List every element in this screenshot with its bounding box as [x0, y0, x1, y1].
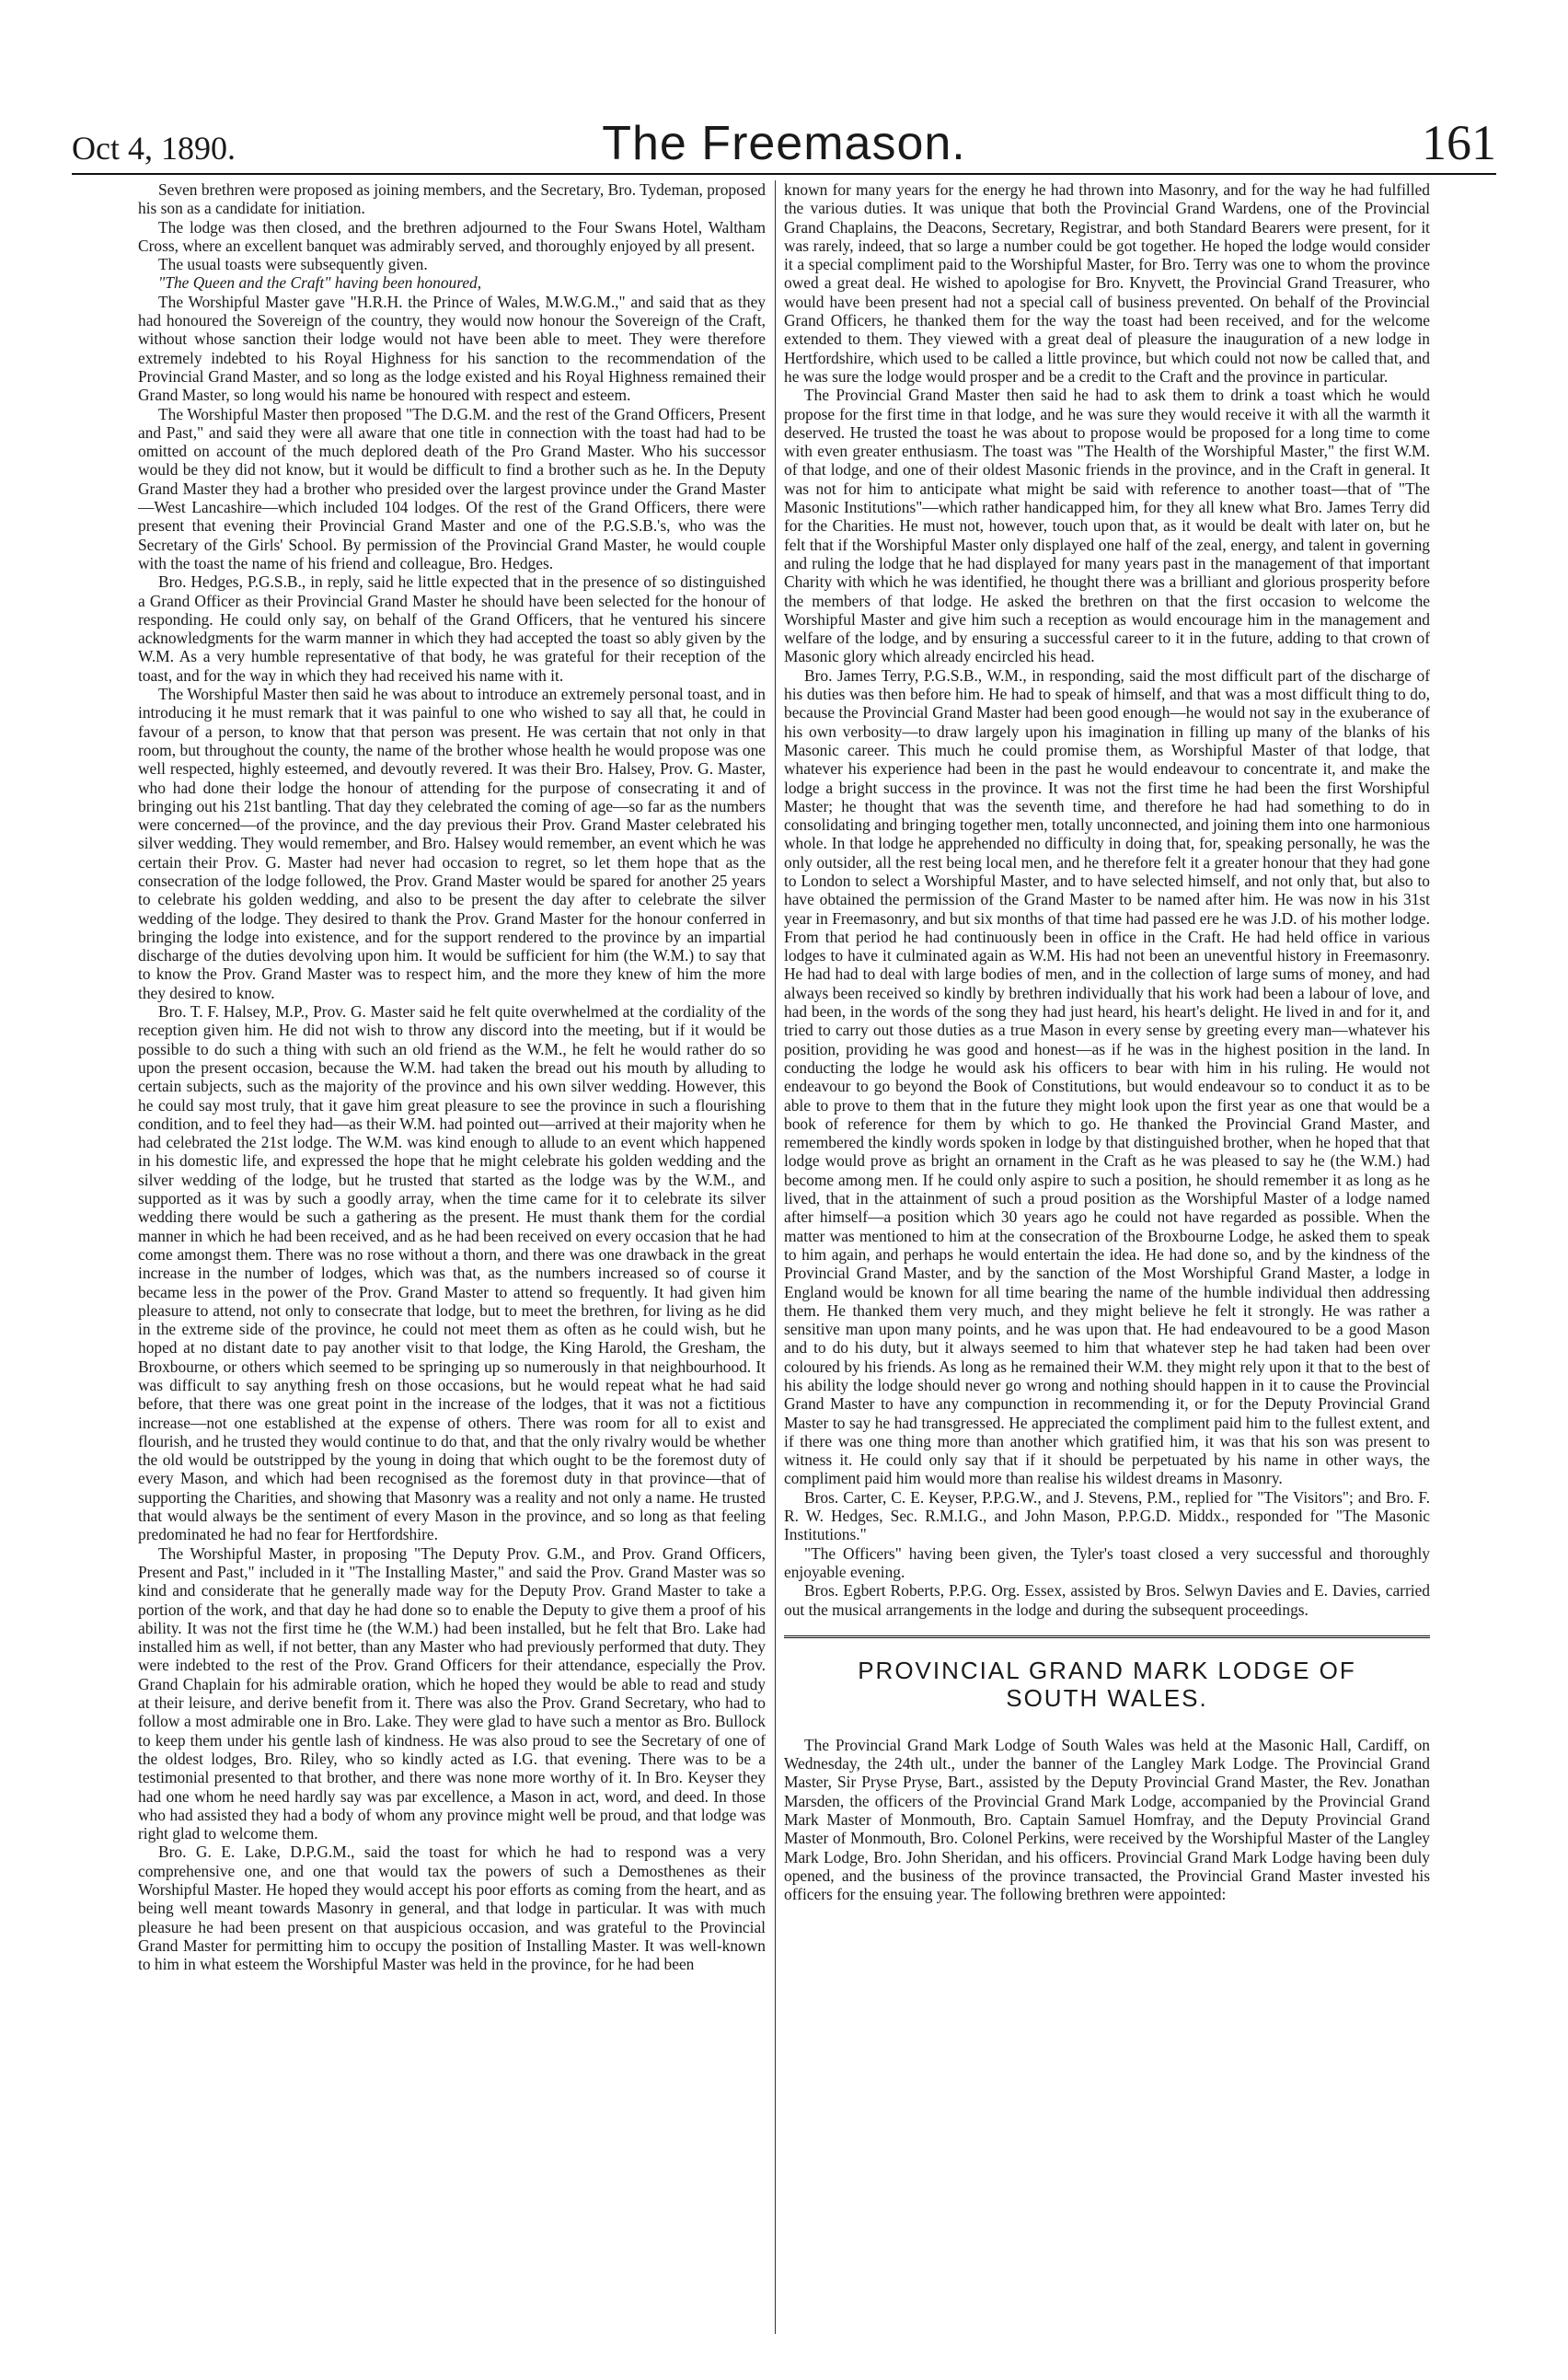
newspaper-title: The Freemason. [602, 117, 966, 170]
paragraph: The Provincial Grand Master then said he had to ask them to drink a toast which he would propose for the first time in that lodge, and he was sure they would receive it with all the warmth it deserved. He trusted the toast he was about to propose would be proposed for a long time to come with even greater enthusiasm. The toast was "The Health of the Worshipful Master," the first W.M. of that lodge, and one of their oldest Masonic friends in the province, and in the Craft in general. It was not for him to anticipate what might be said with reference to another toast—that of "The Masonic Institutions"—which rather handicapped him, for they all knew what Bro. James Terry did for the Charities. He must not, however, touch upon that, as it would be dealt with later on, but he felt that if the Worshipful Master only displayed one half of the zeal, energy, and talent in governing and ruling the lodge that he had displayed for many years past in the management of that important Charity with which he was identified, he thought there was a brilliant and glorious prosperity before the members of that lodge. He asked the brethren on that the first occasion to welcome the Worshipful Master and give him such a reception as would encourage him in the management and welfare of the lodge, and by ensuring a successful career to it in the future, adding to that crown of Masonic glory which already encircled his head. [784, 386, 1430, 666]
section-heading-line: SOUTH WALES. [1006, 1683, 1208, 1712]
paragraph: Bro. T. F. Halsey, M.P., Prov. G. Master said he felt quite overwhelmed at the cordiality of the reception given him. He did not wish to throw any discord into the meeting, but if it would be possible to do such a thing with such an old friend as the W.M., he felt he would rather do so upon the present occasion, because the W.M. had taken the bread out his mouth by alluding to certain subjects, such as the majority of the province and his own silver wedding. However, this he could say most truly, that it gave him great pleasure to see the province in such a flourishing condition, and to feel they had—as their W.M. had pointed out—arrived at their majority when he had celebrated the 21st lodge. The W.M. was kind enough to allude to an event which happened in his domestic life, and expressed the hope that he might celebrate his golden wedding and the silver wedding of the lodge, but he trusted that started as the lodge was by the W.M., and supported as it was by such a goodly array, when the time came for it to celebrate its silver wedding there would be such a gathering as the present. He must thank them for the cordial manner in which he had been received, and as he had been received on every occasion that he had come amongst them. There was no rose without a thorn, and there was one drawback in the great increase in the number of lodges, which was that, as the numbers increased so of course it became less in the power of the Prov. Grand Master to attend so frequently. It had given him pleasure to attend, not only to consecrate that lodge, but to meet the brethren, for living as he did in the extreme side of the province, he could not meet them as often as he could wish, but he hoped at no distant date to pay another visit to that lodge, the King Harold, the Gresham, the Broxbourne, or others which seemed to be springing up so numerously in that neighbourhood. It was difficult to say anything fresh on those occasions, but he would repeat what he had said before, that there was one great point in the increase of the lodges, that it was not a fictitious increase—not one established at the expense of others. There was room for all to exist and flourish, and he trusted they would continue to do that, and that the only rivalry would be whether the old would be outstripped by the young in doing that which ought to be the foremost duty of every Mason, and which had been recognised as the foremost duty in that province—that of supporting the Charities, and showing that Masonry was a reality and not only a name. He trusted that would always be the sentiment of every Mason in the province, and so long as that feeling predominated he had no fear for Hertfordshire. [138, 1002, 766, 1544]
paragraph: Bro. G. E. Lake, D.P.G.M., said the toast for which he had to respond was a very comprehensive one, and one that would tax the powers of such a Demosthenes as their Worshipful Master. He hoped they would accept his poor efforts as coming from the heart, and as being well meant towards Masonry in general, and that lodge in particular. It was with much pleasure he had been present on that auspicious occasion, and was grateful to the Provincial Grand Master for permitting him to occupy the position of Installing Master. It was well-known to him in what esteem the Worshipful Master was held in the province, for he had been [138, 1843, 766, 1974]
paragraph: The Provincial Grand Mark Lodge of South Wales was held at the Masonic Hall, Cardiff, on Wednesday, the 24th ult., under the banner of the Langley Mark Lodge. The Provincial Grand Master, Sir Pryse Pryse, Bart., assisted by the Deputy Provincial Grand Master, the Rev. Jonathan Marsden, the officers of the Provincial Grand Mark Lodge, accompanied by the Provincial Grand Mark Master of Monmouth, Bro. Captain Samuel Homfray, and the Deputy Provincial Grand Master of Monmouth, Bro. Colonel Perkins, were received by the Worshipful Master of the Langley Mark Lodge, Bro. John Sheridan, and his officers. Provincial Grand Mark Lodge having been duly opened, and the business of the province transacted, the Provincial Grand Master invested his officers for the ensuing year. The following brethren were appointed: [784, 1735, 1430, 1904]
left-column [138, 180, 766, 2380]
section-rule [784, 1635, 1430, 1638]
paragraph: "The Officers" having been given, the Tyler's toast closed a very successful and thoroughly enjoyable evening. [784, 1543, 1430, 1581]
column-divider [775, 180, 776, 2334]
paragraph: The lodge was then closed, and the brethren adjourned to the Four Swans Hotel, Waltham Cross, where an excellent banquet was admirably served, and thoroughly enjoyed by all present. [138, 217, 766, 255]
paragraph: Seven brethren were proposed as joining members, and the Secretary, Bro. Tydeman, proposed his son as a candidate for initiation. [138, 180, 766, 218]
page-number: 161 [1422, 115, 1496, 170]
paragraph: Bro. James Terry, P.G.S.B., W.M., in responding, said the most difficult part of the discharge of his duties was then before him. He had to speak of himself, and that was a most difficult thing to do, because the Provincial Grand Master had been good enough—he would not say in the exuberance of his own verbosity—to draw largely upon his imagination in filling up many of the blanks of his Masonic career. This much he could promise them, as Worshipful Master of that lodge, that whatever his experience had been in the past he would endeavour to concentrate it, and make the lodge a bright success in the province. It was not the first time he had been the first Worshipful Master; he thought that was the seventh time, and therefore he had had something to do in consolidating and bringing together men, totally unconnected, and joining them into one harmonious whole. In that lodge he apprehended no difficulty in doing that, for, speaking personally, he was the only outsider, all the rest being local men, and he therefore felt it a greater honour that they had gone to London to select a Worshipful Master, and to have selected himself, and not only that, but also to have obtained the permission of the Grand Master to be named after him. He was now in his 31st year in Freemasonry, and but six months of that time had passed ere he was J.D. of his mother lodge. From that period he had continuously been in office in the Craft. He had held office in various lodges to have it culminated again as W.M. His had not been an uneventful history in Freemasonry. He had had to deal with large bodies of men, and in the collection of large sums of money, and had always been received so kindly by brethren individually that his work had been a labour of love, and had been, in the words of the song they had just heard, his heart's delight. He lived in and for it, and tried to carry out those duties as a true Mason in every sense by greeting every man—whatever his position, providing he was good and honest—as if he was in the highest position in the land. In conducting the lodge he would ask his officers to bear with him in his ruling. He would not endeavour to go beyond the Book of Constitutions, but would endeavour so to conduct it as to be able to prove to them that in the future they might look upon the first year as one that would be a book of reference for them by which to go. He thanked the Provincial Grand Master, and remembered the kindly words spoken in lodge by that distinguished brother, when he hoped that that lodge would prove as bright an ornament in the Craft as he was pleased to say he (the W.M.) had become among men. If he could only aspire to such a position, he should remember it as long as he lived, that in the attainment of such a proud position as the Worshipful Master of a lodge named after himself—a position which 30 years ago he could not have regarded as possible. When the matter was mentioned to him at the consecration of the Broxbourne Lodge, he asked them to speak to him again, and perhaps he would entertain the idea. He had done so, and by the kindness of the Provincial Grand Master, and by the sanction of the Most Worshipful Grand Master, a lodge in England would be known for all time bearing the name of the humble individual then addressing them. He thanked them very much, and they might believe he felt it strongly. He was rather a sensitive man upon many points, and he was upon that. He had endeavoured to be a good Mason and to do his duty, but it always seemed to him that whatever step he had taken had been over coloured by his friends. As long as he remained their W.M. they might rely upon it that to the best of his ability the lodge should never go wrong and nothing should happen in it to cause the Provincial Grand Master to have any compunction in recommending it, or for the Deputy Provincial Grand Master to say he had transgressed. He appreciated the compliment paid him to the fullest extent, and if there was one thing more than another which gratified him, it was that his son was present to witness it. He could only say that if it should be perpetuated by his name in other ways, the compliment paid him would more than realise his wildest dreams in Masonry. [784, 665, 1430, 1488]
issue-date: Oct 4, 1890. [72, 130, 236, 167]
paragraph: The Worshipful Master gave "H.R.H. the Prince of Wales, M.W.G.M.," and said that as they had honoured the Sovereign of the country, they would now honour the Sovereign of the Craft, without whose sanction their lodge would not have been able to meet. They were therefore extremely indebted to his Royal Highness for his sanction to the recommendation of the Provincial Grand Master, and so long as the lodge existed and his Royal Highness remained their Grand Master, so long would his name be honoured with respect and esteem. [138, 292, 766, 405]
paragraph: The Worshipful Master then proposed "The D.G.M. and the rest of the Grand Officers, Present and Past," and said they were all aware that one title in connection with the toast had had to be omitted on account of the much deplored death of the Pro Grand Master. Who his successor would be they did not know, but it would be difficult to find a brother such as he. In the Deputy Grand Master they had a brother who presided over the largest province under the Grand Master —West Lancashire—which included 104 lodges. Of the rest of the Grand Officers, there were present that evening their Provincial Grand Master and one of the P.G.S.B.'s, who was the Secretary of the Girls' School. By permission of the Provincial Grand Master, he would couple with the toast the name of his friend and colleague, Bro. Hedges. [138, 404, 766, 572]
paragraph: Bros. Egbert Roberts, P.P.G. Org. Essex, assisted by Bros. Selwyn Davies and E. Davies, carried out the musical arrangements in the lodge and during the subsequent proceedings. [784, 1581, 1430, 1619]
right-column [784, 180, 1430, 2380]
paragraph: known for many years for the energy he had thrown into Masonry, and for the way he had fulfilled the various duties. It was unique that both the Provincial Grand Wardens, one of the Provincial Grand Chaplains, the Deacons, Secretary, Registrar, and both Standard Bearers were present, for it was rarely, indeed, that so large a number could be got together. He hoped the lodge would consider it a special compliment paid to the Worshipful Master, for Bro. Terry was one to whom the province owed a great deal. He wished to apologise for Bro. Knyvett, the Provincial Grand Treasurer, who would have been present had not a special call of business prevented. On behalf of the Provincial Grand Officers, he thanked them for the way the toast had been received, and for the welcome extended to them. They viewed with a great deal of pleasure the inauguration of a new lodge in Hertfordshire, which used to be called a little province, but which could not now be called that, and he was sure the lodge would prosper and be a credit to the Craft and the province in particular. [784, 180, 1430, 386]
section-heading-line: PROVINCIAL GRAND MARK LODGE OF [858, 1656, 1356, 1684]
paragraph: The Worshipful Master, in proposing "The Deputy Prov. G.M., and Prov. Grand Officers, Present and Past," included in it "The Installing Master," and said the Prov. Grand Master was so kind and considerate that he generally made way for the Deputy Prov. Grand Master to take a portion of the work, and that day he had done so to enable the Deputy to give them a proof of his ability. It was not the first time he (the W.M.) had been installed, but he felt that Bro. Lake had installed him as well, if not better, than any Master who had previously performed that duty. They were indebted to the rest of the Prov. Grand Officers for their attendance, especially the Prov. Grand Chaplain for his admirable oration, which he hoped they would be able to read and study at their leisure, and derive benefit from it. There was also the Prov. Grand Secretary, who had to follow a most admirable one in Bro. Lake. They were glad to have such a mentor as Bro. Bullock to keep them under his gentle lash of kindness. He was also proud to see the Secretary of one of the oldest lodges, Bro. Riley, who so kindly acted as I.G. that evening. There was to be a testimonial presented to that brother, and there was none more worthy of it. In Bro. Keyser they had one whom he need hardly say was par excellence, a Mason in act, word, and deed. In those who had assisted they had a body of whom any province might well be proud, and that lodge was right glad to welcome them. [138, 1543, 766, 1843]
paragraph: The Worshipful Master then said he was about to introduce an extremely personal toast, and in introducing it he must remark that it was painful to one who wished to say all that, he could in favour of a person, to know that that person was present. He was certain that not only in that room, but throughout the county, the name of the brother whose health he would propose was one well respected, highly esteemed, and devoutly revered. It was their Bro. Halsey, Prov. G. Master, who had done their lodge the honour of attending for the purpose of consecrating it and of bringing out his 21st bantling. That day they celebrated the coming of age—so far as the numbers were concerned—of the province, and the day previous their Prov. Grand Master celebrated his silver wedding. They would remember, and Bro. Halsey would remember, an event which he was certain their Prov. G. Master had never had occasion to regret, so let them hope that as the consecration of the lodge followed, the Prov. Grand Master would be spared for another 25 years to celebrate his golden wedding, and also to be present the day after to celebrate the silver wedding of the lodge. They desired to thank the Prov. Grand Master for the honour conferred in bringing the lodge into existence, and for the support rendered to the province by an impartial discharge of the duties devolving upon him. It would be sufficient for him (the W.M.) to say that to know the Prov. Grand Master was to respect him, and the more they knew of him the more they desired to know. [138, 685, 766, 1002]
paragraph: "The Queen and the Craft" having been honoured, [158, 273, 482, 293]
paragraph: The usual toasts were subsequently given. [158, 255, 428, 274]
paragraph: Bro. Hedges, P.G.S.B., in reply, said he little expected that in the presence of so distinguished a Grand Officer as their Provincial Grand Master he should have been selected for the honour of responding. He could only say, on behalf of the Grand Officers, that he ventured his sincere acknowledgments for the warm manner in which they had accepted the toast so ably given by the W.M. As a very humble representative of that body, he was grateful for their reception of the toast, and for the way in which they had received his name with it. [138, 572, 766, 685]
section-heading [784, 1657, 1430, 1712]
masthead [72, 109, 1496, 171]
header-rule [72, 173, 1496, 175]
paragraph: Bros. Carter, C. E. Keyser, P.P.G.W., and J. Stevens, P.M., replied for "The Visitors"; and Bro. F. R. W. Hedges, Sec. R.M.I.G., and John Mason, P.P.G.D. Middx., responded for "The Masonic Institutions." [784, 1487, 1430, 1544]
